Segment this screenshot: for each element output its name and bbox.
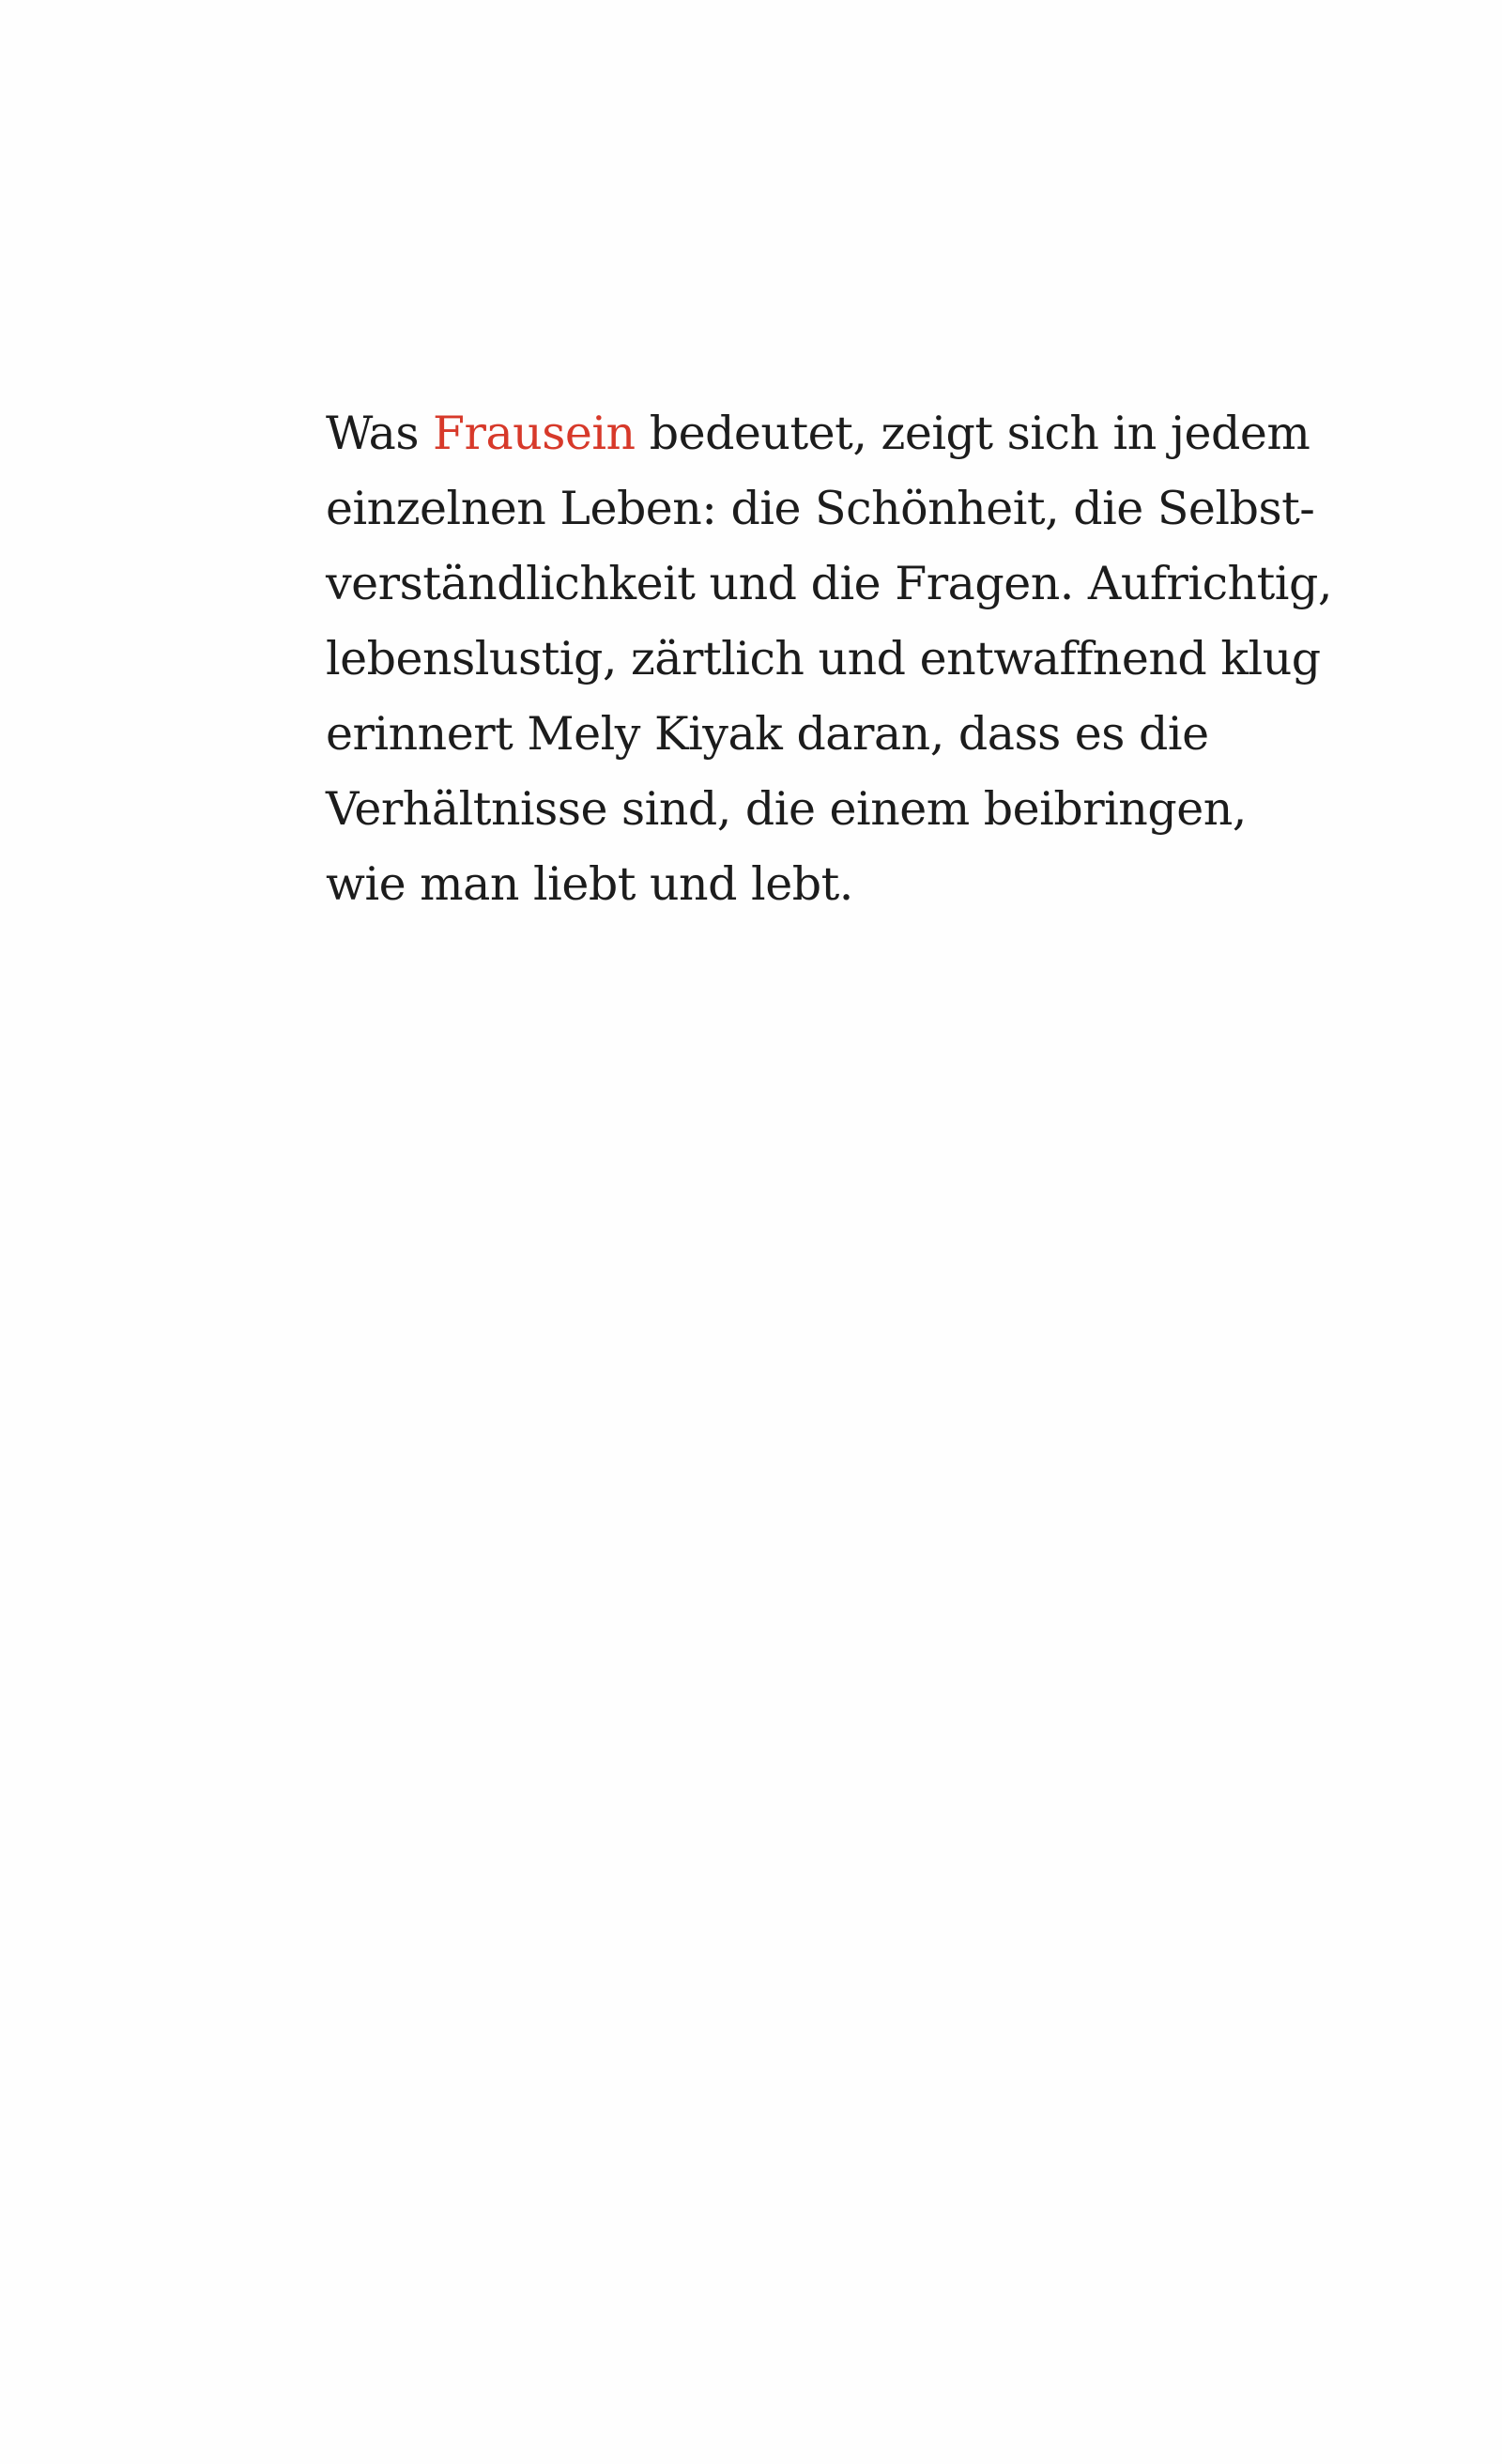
blurb-line-1-start: Was — [326, 407, 434, 460]
blurb-line-3: verständlichkeit und die Fragen. Aufrichtig, — [326, 557, 1332, 610]
blurb-paragraph — [326, 396, 1332, 922]
blurb-line-7: wie man liebt und lebt. — [326, 857, 853, 911]
blurb-line-1-end: bedeutet, zeigt sich in jedem — [635, 407, 1310, 460]
blurb-line-4: lebenslustig, zärtlich und entwaffnend klug — [326, 632, 1321, 685]
blurb-line-2: einzelnen Leben: die Schönheit, die Selbst- — [326, 482, 1315, 535]
blurb-line-5: erinnert Mely Kiyak daran, dass es die — [326, 707, 1209, 761]
blurb-line-6: Verhältnisse sind, die einem beibringen, — [326, 782, 1247, 836]
highlighted-word: Frausein — [433, 407, 636, 460]
blurb-line-1 — [326, 396, 1310, 471]
